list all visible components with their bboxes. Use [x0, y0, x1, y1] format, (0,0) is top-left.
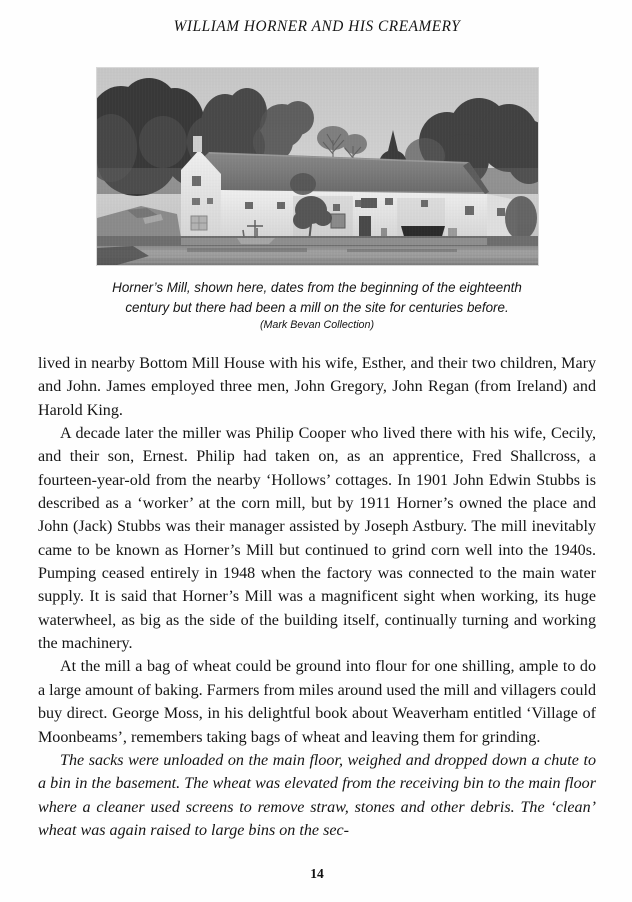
- paragraph-philip-cooper: A decade later the miller was Philip Cooper who lived there with his wife, Cecily, and their son, Ernest. Philip had taken on, as an apprentice, Fred Shallcross, a fourteen-year-old from the nearby ‘Hollows’ cottages. In 1901 John Edwin Stubbs is described as a ‘worker’ at the corn mill, but by 1911 Horner’s owned the place and John (Jack) Stubbs was their manager assisted by Joseph Astbury. The mill inevitably came to be known as Horner’s Mill but continued to grind corn well into the 1940s. Pumping ceased entirely in 1948 when the factory was connected to the main water supply. It is said that Horner’s Mill was a magnificent sight when working, its huge waterwheel, as big as the side of the building itself, continually turning and working the machinery.: [38, 425, 596, 653]
- caption-credit: (Mark Bevan Collection): [259, 319, 375, 331]
- caption-line-1: Horner’s Mill, shown here, dates from the beginning of the eighteenth: [112, 280, 522, 295]
- photograph-horners-mill: [97, 68, 538, 265]
- paragraph-continued: lived in nearby Bottom Mill House with his wife, Esther, and their two children, Mary and John. James employed three men, John Gregory, John Regan (from Ireland) and Harold King.: [38, 355, 596, 419]
- figure-caption: [78, 278, 556, 333]
- paragraph-bag-of-wheat: At the mill a bag of wheat could be ground into flour for one shilling, ample to do a large amount of baking. Farmers from miles around used the mill and villagers could buy direct. George Moss, in his delightful book about Weaverham entitled ‘Village of Moonbeams’, remembers taking bags of wheat and leaving them for grinding.: [38, 658, 596, 746]
- page-number: 14: [310, 866, 324, 881]
- body-text-column: [38, 352, 596, 842]
- running-head: WILLIAM HORNER AND HIS CREAMERY: [173, 18, 461, 35]
- figure-horners-mill: [97, 68, 538, 265]
- paragraph-quotation: The sacks were unloaded on the main floor, weighed and dropped down a chute to a bin in the basement. The wheat was elevated from the receiving bin to the main floor where a cleaner used screens to remove straw, stones and other debris. The ‘clean’ wheat was again raised to large bins on the sec-: [38, 751, 596, 839]
- caption-line-2: century but there had been a mill on the site for centuries before.: [125, 299, 509, 315]
